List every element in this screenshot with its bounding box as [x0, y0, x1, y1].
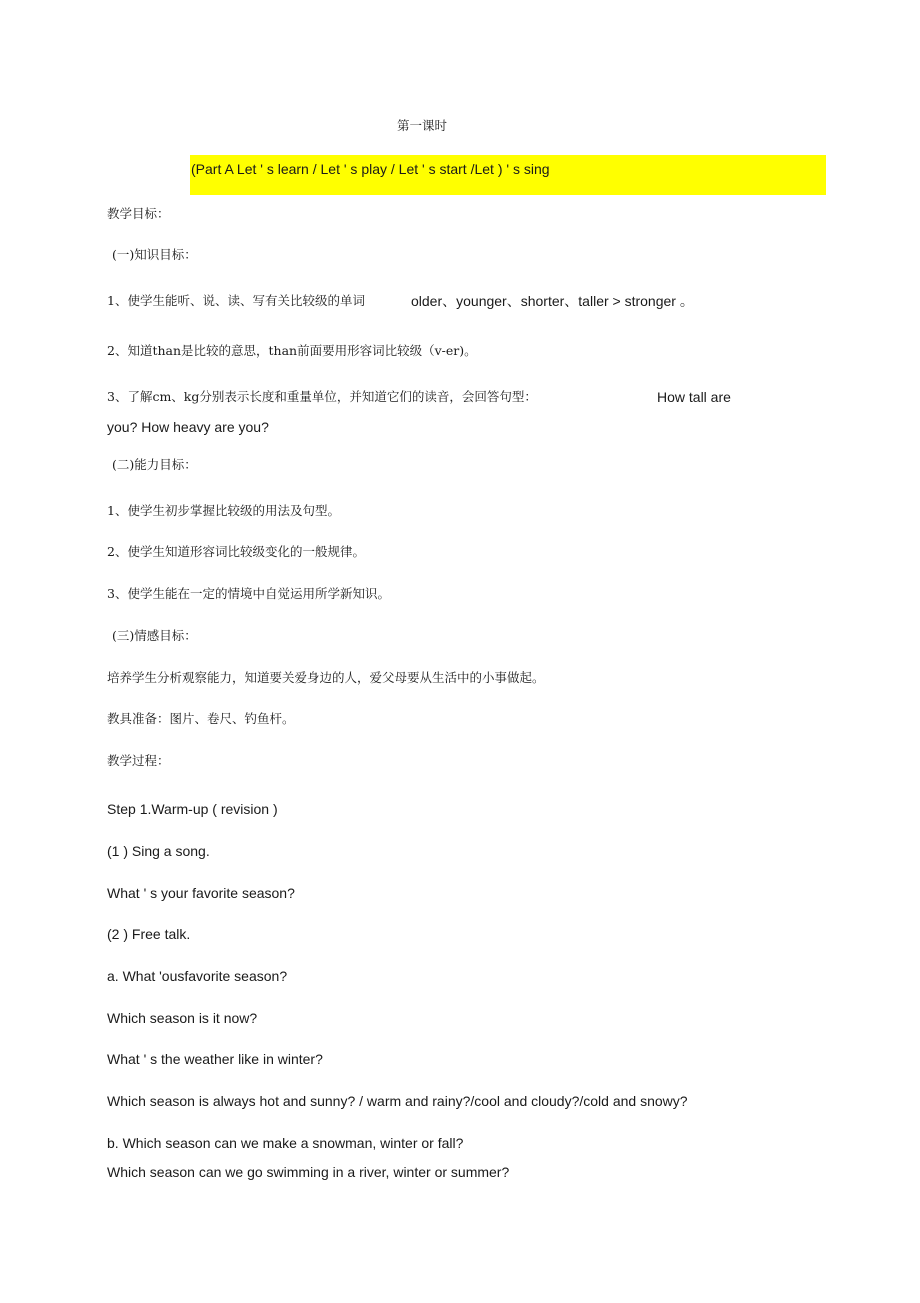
ability-item-3: 3、使学生能在一定的情境中自觉运用所学新知识。: [107, 586, 390, 601]
knowledge-item-3-continued: you? How heavy are you?: [107, 419, 269, 435]
lesson-part: (Part A Let ' s learn / Let ' s play / Let ' s start /Let ) ' s sing: [191, 161, 550, 177]
step-line: a. What 'ousfavorite season?: [107, 968, 288, 984]
step-line: (1 ) Sing a song.: [107, 843, 210, 859]
ability-item-2: 2、使学生知道形容词比较级变化的一般规律。: [107, 544, 365, 559]
step-line: What ' s your favorite season?: [107, 885, 295, 901]
step-line: Which season is always hot and sunny? / warm and rainy?/cool and cloudy?/cold and snowy?: [107, 1093, 688, 1109]
emotion-heading: (三)情感目标：: [112, 628, 197, 643]
step-line: (2 ) Free talk.: [107, 926, 191, 942]
process-heading: 教学过程：: [107, 753, 170, 768]
knowledge-item-2: 2、知道than是比较的意思，than前面要用形容词比较级（v-er)。: [107, 343, 477, 358]
knowledge-item-3: 3、了解cm、kg分别表示长度和重量单位，并知道它们的读音，会回答句型：: [107, 389, 537, 404]
emotion-text: 培养学生分析观察能力，知道要关爱身边的人，爱父母要从生活中的小事做起。: [107, 670, 545, 685]
step-line: What ' s the weather like in winter?: [107, 1051, 323, 1067]
knowledge-item-1: 1、使学生能听、说、读、写有关比较级的单词: [107, 293, 365, 308]
step-line: Step 1.Warm-up ( revision ): [107, 801, 278, 817]
step-line: Which season is it now?: [107, 1010, 258, 1026]
step-line: Which season can we go swimming in a river, winter or summer?: [107, 1164, 510, 1180]
step-line: b. Which season can we make a snowman, winter or fall?: [107, 1135, 464, 1151]
ability-heading: (二)能力目标：: [112, 457, 197, 472]
knowledge-item-1-words: older、younger、shorter、taller > stronger 。: [411, 293, 694, 309]
ability-item-1: 1、使学生初步掌握比较级的用法及句型。: [107, 503, 340, 518]
materials: 教具准备：图片、卷尺、钓鱼杆。: [107, 711, 295, 726]
lesson-title: 第一课时: [397, 118, 448, 133]
knowledge-item-3-question: How tall are: [657, 389, 731, 405]
knowledge-heading: (一)知识目标：: [112, 247, 197, 262]
objectives-heading: 教学目标：: [107, 206, 170, 221]
